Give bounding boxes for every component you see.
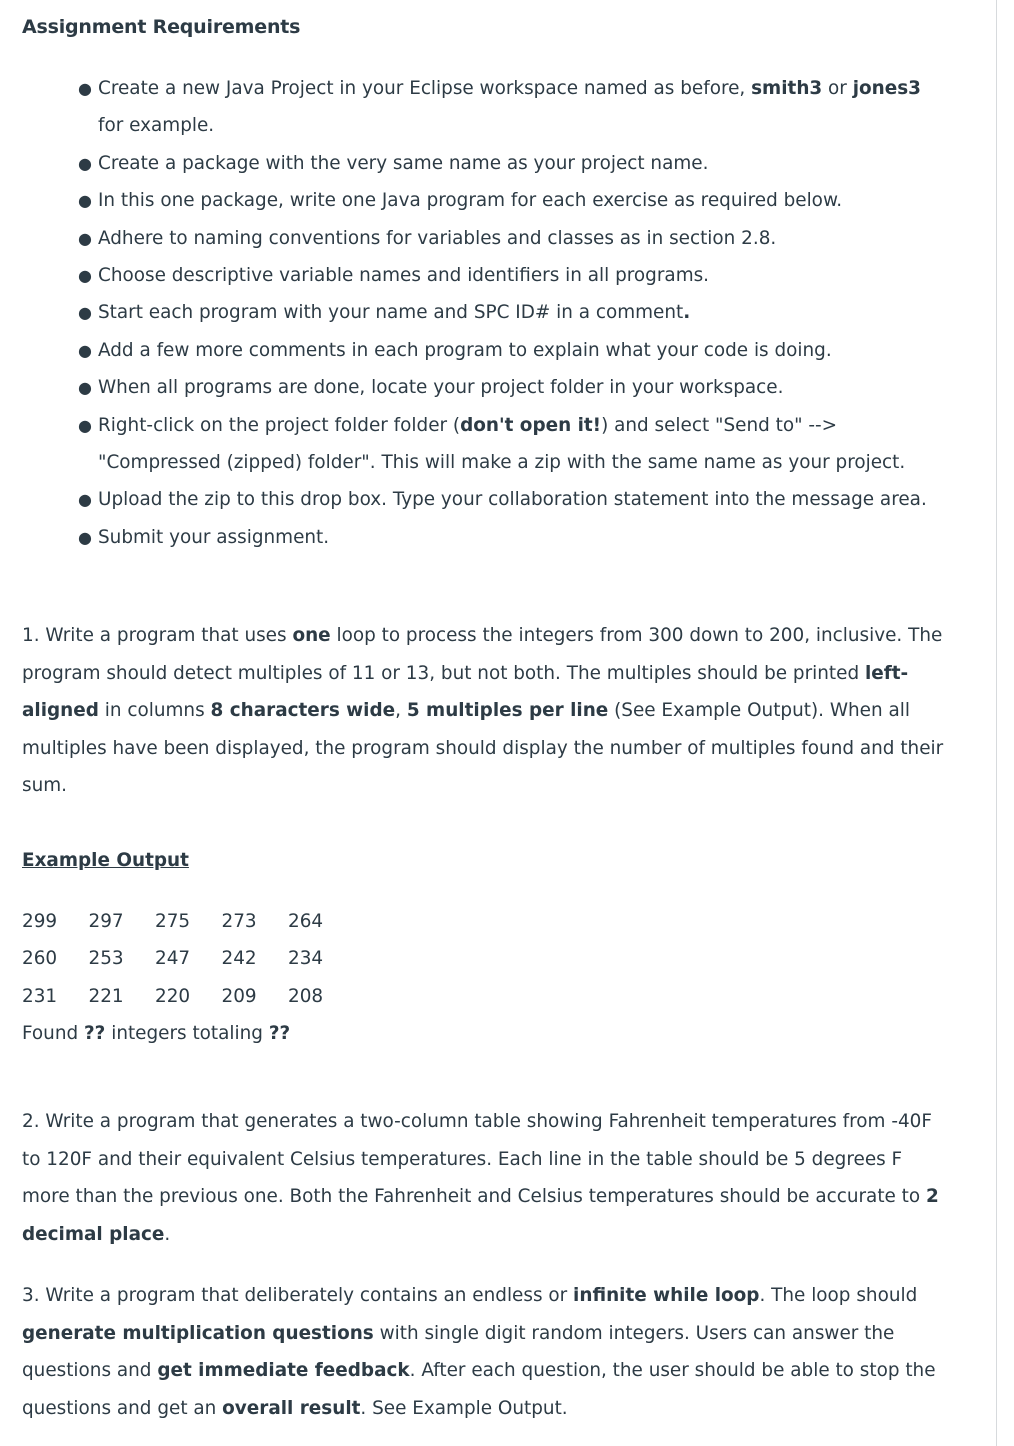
example-output-row — [22, 903, 355, 940]
example-output-value: 297 — [88, 911, 124, 932]
example-output-value: 220 — [155, 985, 191, 1007]
requirement-item — [78, 70, 948, 145]
requirement-text: In this one package, write one Java program for each exercise as required below. — [98, 190, 843, 212]
bold-emphasis: jones3 — [852, 78, 921, 99]
exercise-2-text: 2. Write a program that generates a two-column table showing Fahrenheit temperatures from -40F to 120F and their equivalent Celsius temperatures. Each line in the table should be 5 degrees F more than the previous one. Both the Fahrenheit and Celsius temperatures should be accurate to 2 decimal place. — [22, 1111, 939, 1245]
requirement-item — [78, 519, 948, 556]
requirement-text: Choose descriptive variable names and identifiers in all programs. — [98, 265, 710, 287]
bold-emphasis: get immediate feedback — [157, 1360, 410, 1381]
bold-emphasis: left-aligned — [22, 662, 909, 721]
requirement-text: Upload the zip to this drop box. Type your collaboration statement into the message area. — [98, 489, 927, 511]
requirement-text: Create a package with the very same name as your project name. — [98, 152, 709, 174]
bold-emphasis: generate multiplication questions — [22, 1322, 374, 1344]
exercise-3-text: 3. Write a program that deliberately contains an endless or infinite while loop. The loop should generate multiplication questions with single digit random integers. Users can answer the questions and get immediate feedback. After each question, the user should be able to stop the questions and get an overall result. See Example Output. — [22, 1285, 936, 1419]
requirement-text: Start each program with your name and SPC ID# in a comment. — [98, 302, 691, 324]
requirement-item — [78, 407, 948, 482]
bullet-icon: ● — [78, 415, 92, 435]
example-output-value: 247 — [155, 948, 191, 970]
requirement-item — [78, 294, 948, 331]
bullet-icon: ● — [78, 79, 92, 98]
requirement-text: Add a few more comments in each program to explain what your code is doing. — [98, 339, 832, 361]
requirement-text: Create a new Java Project in your Eclipse workspace named as before, smith3 or jones3 for example. — [98, 78, 921, 137]
example-output-value: 264 — [288, 911, 324, 932]
example-output-value: 209 — [221, 985, 257, 1007]
bold-emphasis: ?? — [268, 1023, 291, 1044]
bullet-icon: ● — [78, 266, 92, 286]
example-output-value: 208 — [288, 985, 324, 1007]
example-output-heading: Example Output — [22, 850, 189, 871]
bold-emphasis: ?? — [84, 1023, 106, 1044]
bullet-icon: ● — [78, 153, 92, 173]
bullet-icon: ● — [78, 303, 92, 323]
example-output-value: 253 — [88, 948, 124, 970]
example-output-value: 221 — [88, 985, 124, 1007]
requirement-item — [78, 481, 948, 518]
example-output-value: 242 — [221, 948, 257, 970]
bold-emphasis: one — [292, 625, 331, 646]
example-output-value: 299 — [22, 911, 58, 932]
requirement-text: Submit your assignment. — [98, 526, 330, 548]
requirement-item — [78, 220, 948, 257]
example-output-value: 273 — [221, 911, 257, 932]
example-output-value: 231 — [22, 985, 58, 1007]
bold-emphasis: overall result — [222, 1397, 361, 1419]
requirement-item — [78, 182, 948, 219]
found-summary-line: Found ?? integers totaling ?? — [22, 1023, 291, 1044]
example-output-grid — [22, 903, 355, 1015]
exercise-1-text: 1. Write a program that uses one loop to process the integers from 300 down to 200, inclusive. The program should detect multiples of 11 or 13, but not both. The multiples should be printed left-aligned in columns 8 characters wide, 5 multiples per line (See Example Output). When all multiples have been displayed, the program should display the number of multiples found and their sum. — [22, 625, 944, 796]
bold-emphasis: . — [683, 302, 691, 324]
requirement-item — [78, 332, 948, 369]
requirement-item — [78, 369, 948, 406]
requirements-list — [78, 70, 948, 556]
example-output-row — [22, 978, 355, 1015]
bold-emphasis: 8 characters wide — [210, 700, 396, 721]
requirement-text: Right-click on the project folder folder (don't open it!) and select "Send to" --> "Compressed (zipped) folder". This will make a zip with the same name as your project. — [98, 414, 906, 474]
bullet-icon: ● — [78, 527, 92, 547]
content-right-border — [996, 0, 997, 1446]
bold-emphasis: smith3 — [751, 78, 823, 99]
example-output-row — [22, 940, 355, 977]
bullet-icon: ● — [78, 191, 92, 211]
requirement-text: Adhere to naming conventions for variables and classes as in section 2.8. — [98, 227, 777, 249]
bullet-icon: ● — [78, 228, 92, 248]
example-output-value: 260 — [22, 948, 58, 970]
bold-emphasis: 5 multiples per line — [406, 700, 609, 721]
bold-emphasis: don't open it! — [460, 414, 602, 436]
requirement-text: When all programs are done, locate your project folder in your workspace. — [98, 377, 784, 399]
bold-emphasis: 2 decimal place — [22, 1186, 939, 1245]
bullet-icon: ● — [78, 340, 92, 360]
requirement-item — [78, 145, 948, 182]
bold-emphasis: infinite while loop — [573, 1285, 760, 1306]
page-title: Assignment Requirements — [22, 16, 301, 38]
example-output-value: 275 — [155, 911, 191, 932]
requirement-item — [78, 257, 948, 294]
bullet-icon: ● — [78, 378, 92, 398]
bullet-icon: ● — [78, 490, 92, 510]
example-output-value: 234 — [288, 948, 324, 970]
